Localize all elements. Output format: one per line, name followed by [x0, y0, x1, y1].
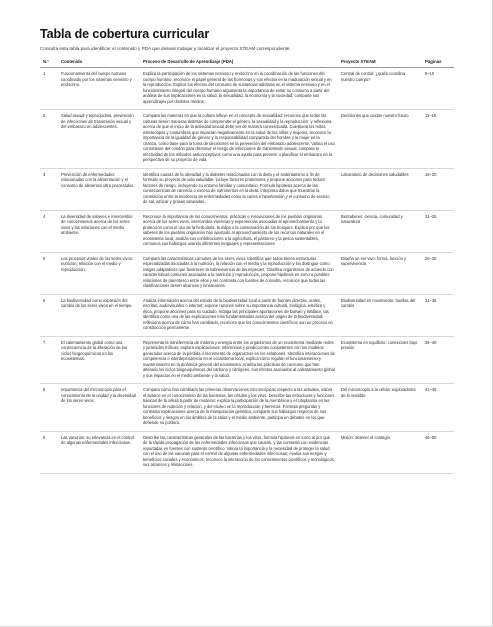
row-steam-project: Laboratorio de decisiones saludables [338, 168, 422, 210]
row-pda: Compara las características comunes de los seres vivos, identifica que todos tienen estructuras especializadas asociadas a la nutrición, la relación con el medio y la reproducción y los distingue como rasgos adaptativos que favorecen la sobrevivencia de las especies. Clasifica organismos de acuerdo con características comunes asociadas a la nutrición y reproducción, propone hipótesis en torno a posibles relaciones de parentesco entre ellos y las contrasta con fuentes de consulta, reconoce que todas las clasificaciones tienen alcances y limitaciones. [140, 252, 338, 294]
row-pda: Compara cómo han cambiado las primeras observaciones microscópicas respecto a las actuales, valora el avance en el conocimiento de las bacterias, las células y los virus. Describe las estructuras y funciones básicas de la célula a partir de modelos; explica la participación de la membrana y el citoplasma en las funciones de nutrición y relación, y del núcleo en la reproducción y herencia. Formula preguntas y contrasta explicaciones acerca de la manipulación genética, comparte sus hallazgos respecto de sus beneficios y riesgos en los ámbitos de la salud y el medio ambiente, participa en debates en los que defiende su postura. [140, 384, 338, 432]
table-row [40, 210, 454, 252]
row-content: Las vacunas: su relevancia en el control de algunas enfermedades infecciosas. [58, 431, 140, 473]
row-pages: 6–10 [422, 68, 454, 110]
table-row [40, 336, 454, 384]
table-header [40, 56, 454, 68]
row-steam-project: Misión: detener el contagio [338, 431, 422, 473]
page-title: Tabla de cobertura curricular [40, 27, 210, 41]
row-pages: 46–50 [422, 431, 454, 473]
row-pages: 31–35 [422, 294, 454, 336]
row-pages: 41–45 [422, 384, 454, 432]
row-number: 2 [40, 110, 58, 169]
row-pda: Analiza información acerca del estado de la biodiversidad local a partir de fuentes directas, orales, escritas, audiovisuales o internet; expone razones sobre su importancia cultural, biológica, estética y ética, propone acciones para su cuidado. Indaga las principales aportaciones de Darwin y Wallace, las identifica como una de las explicaciones más fundamentadas acerca del origen de la biodiversidad; reflexiona acerca de cómo han cambiado, reconoce que los conocimientos científicos son un proceso en construcción permanente. [140, 294, 338, 336]
row-content: La diversidad de saberes e intercambio de conocimientos acerca de los seres vivos y las relaciones con el medio ambiente. [58, 210, 140, 252]
row-pages: 26–30 [422, 252, 454, 294]
table-body [40, 68, 454, 474]
header-number: N.º [40, 56, 58, 68]
row-steam-project: Decisiones que cuidan nuestro futuro [338, 110, 422, 169]
table-row [40, 168, 454, 210]
row-steam-project: Central de control: ¿quién coordina nuestro cuerpo? [338, 68, 422, 110]
row-content: Funcionamiento del cuerpo humano coordinado por los sistemas nervioso y endocrino. [58, 68, 140, 110]
row-content: Los procesos vitales de los seres vivos: nutrición, relación con el medio y reproducción. [58, 252, 140, 294]
row-pages: 11–15 [422, 110, 454, 169]
curriculum-coverage-table [40, 56, 454, 474]
row-steam-project: Ecosistema en equilibrio: conexiones bajo presión [338, 336, 422, 384]
row-content: La biodiversidad como expresión del cambio de los seres vivos en el tiempo. [58, 294, 140, 336]
header-pages: Páginas [422, 56, 454, 68]
row-pages: 21–25 [422, 210, 454, 252]
table-row [40, 252, 454, 294]
header-row [40, 56, 454, 68]
row-pda: Representa la transferencia de materia y energía entre los organismos de un ecosistema mediante redes y pirámides tróficas; explora explicaciones, inferencias y predicciones consistentes con los modelos generados acerca de la pérdida o incremento de organismos en los eslabones. Identifica interacciones de competencia e interdependencia en el ecosistema local, explica cómo regulan el funcionamiento y mantenimiento en la dinámica general del ecosistema. Analiza las prácticas de consumo que han alterado los ciclos biogeoquímicos del carbono y nitrógeno, sus efectos asociados al calentamiento global y sus impactos en el medio ambiente y la salud. [140, 336, 338, 384]
row-pda: Describe las características generales de las bacterias y los virus, formula hipótesis en torno al por qué de la rápida propagación de las enfermedades infecciosas que causan, y las contrasta con evidencias reportadas en fuentes con sustento científico. Valora la importancia y la necesidad de proteger la salud con el uso de las vacunas para el control de algunas enfermedades infecciosas; evalúa sus riesgos y beneficios sociales y económicos; reconoce la interacción de los conocimientos científicos y tecnológicos, sus alcances y limitaciones. [140, 431, 338, 473]
row-number: 9 [40, 431, 58, 473]
table-row [40, 431, 454, 473]
page-subtitle: Consulta esta tabla para identificar el contenido y PDA que deseas trabajar y localizar el proyecto STEAM correspondiente. [40, 46, 291, 51]
header-pda: Proceso de Desarrollo de Aprendizaje (PDA) [140, 56, 338, 68]
row-steam-project: Biodiversidad en movimiento: huellas del cambio [338, 294, 422, 336]
row-steam-project: BioSaberes: ciencia, comunidad y naturaleza [338, 210, 422, 252]
table-row [40, 384, 454, 432]
row-content: Salud sexual y reproductiva, prevención de infecciones de transmisión sexual y del embarazo en adolescentes. [58, 110, 140, 169]
row-pages: 16–20 [422, 168, 454, 210]
row-number: 5 [40, 252, 58, 294]
table-row [40, 294, 454, 336]
header-steam-project: Proyecto STEAM [338, 56, 422, 68]
row-steam-project: Del microscopio a la célula: exploradores de lo invisible [338, 384, 422, 432]
table-row [40, 110, 454, 169]
row-pda: Compara las maneras en que la cultura influye en el concepto de sexualidad; reconoce que todas las culturas tienen maneras distintas de comprender el género, la sexualidad y la reproducción; y reflexiona acerca de que el inicio de la actividad sexual debe ser de manera consensuada. Cuestiona los mitos, estereotipos y costumbres que impactan negativamente en la salud de las niñas y mujeres, reconoce la importancia de la igualdad de género y la responsabilidad compartida del hombre y la mujer en la crianza, como base para la toma de decisiones en la prevención del embarazo adolescente. Valora el uso consistente del condón para disminuir el riesgo de infecciones de transmisión sexual, compara la efectividad de los métodos anticonceptivos como una ayuda para prevenir o planificar el embarazo en la perspectiva de su proyecto de vida. [140, 110, 338, 169]
row-number: 8 [40, 384, 58, 432]
row-number: 3 [40, 168, 58, 210]
row-pages: 36–40 [422, 336, 454, 384]
row-pda: Reconoce la importancia de los conocimientos, prácticas e innovaciones de los pueblos originarios acerca de los seres vivos, intercambia vivencias y experiencias asociadas al aprovechamiento y la protección como el uso de la herbolaria, la milpa o la conservación de los bosques. Explica por qué los saberes de los pueblos originarios han aportado al aprovechamiento de los recursos naturales en el ecosistema local, analiza sus contribuciones a la agricultura, el pastoreo y la pesca sustentables, comunica sus hallazgos usando diferentes lenguajes y representaciones. [140, 210, 338, 252]
row-pda: Explica la participación de los sistemas nervioso y endocrino en la coordinación de las funciones del cuerpo humano, reconoce el papel general de las hormonas y sus efectos en la maduración sexual y en la reproducción. Explica los efectos del consumo de sustancias adictivas en el sistema nervioso y en el funcionamiento integral del cuerpo humano argumenta la importancia de evitar su consumo a partir del análisis de sus implicaciones en la salud, la sexualidad, la economía y la sociedad; comparte sus aprendizajes por distintos medios. [140, 68, 338, 110]
row-content: Prevención de enfermedades relacionadas con la alimentación y el consumo de alimentos ultra procesados. [58, 168, 140, 210]
row-number: 4 [40, 210, 58, 252]
row-content: Importancia del microscopio para el conocimiento de la unidad y la diversidad de los seres vivos. [58, 384, 140, 432]
row-number: 1 [40, 68, 58, 110]
row-number: 6 [40, 294, 58, 336]
row-content: El calentamiento global como una consecuencia de la alteración de los ciclos biogeoquímicos en los ecosistemas. [58, 336, 140, 384]
row-steam-project: Diseña un ser vivo: forma, función y supervivencia [338, 252, 422, 294]
header-content: Contenido [58, 56, 140, 68]
row-number: 7 [40, 336, 58, 384]
table-row [40, 68, 454, 110]
row-pda: Identifica causas de la obesidad y la diabetes relacionadas con la dieta y el sedentarismo a fin de formular su proyecto de vida saludable, incluye factores protectores y propone acciones para reducir factores de riesgo, incluyendo su entorno familiar y comunitario. Formula hipótesis acerca de las consecuencias de carencia o exceso de nutrimentos en la dieta; interpreta datos que muestran la correlación entre la incidencia de enfermedades como la caries e hipertensión y el consumo de exceso de sal, azúcar y grasas saturadas. [140, 168, 338, 210]
